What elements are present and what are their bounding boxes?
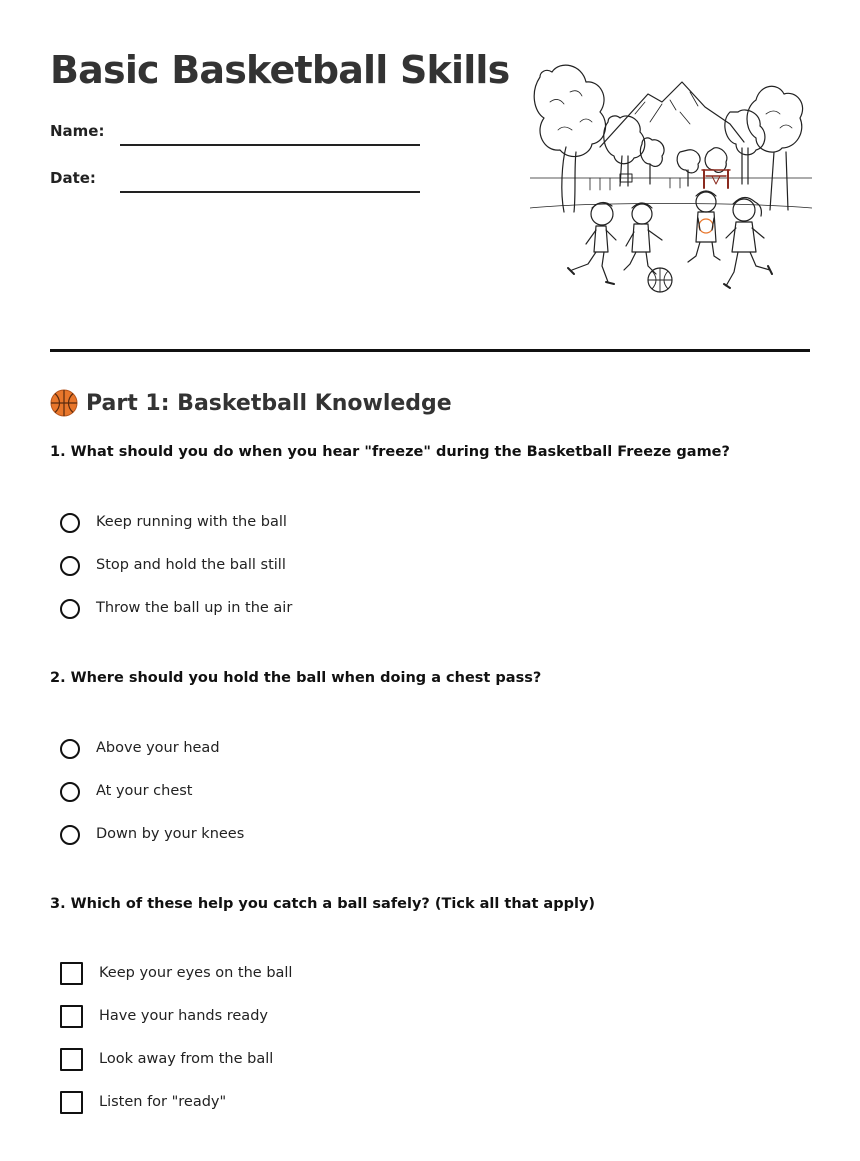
checkbox[interactable] bbox=[60, 1091, 83, 1114]
radio-button[interactable] bbox=[60, 825, 80, 845]
q2-option-3[interactable] bbox=[60, 821, 244, 847]
name-label: Name: bbox=[50, 122, 105, 140]
q2-option-2[interactable] bbox=[60, 778, 193, 804]
q3-option-3[interactable] bbox=[60, 1046, 273, 1072]
date-field[interactable] bbox=[50, 169, 422, 199]
name-field[interactable] bbox=[50, 122, 422, 152]
section-title-text: Part 1: Basketball Knowledge bbox=[86, 390, 452, 416]
option-label: Have your hands ready bbox=[99, 1008, 268, 1024]
q1-option-3[interactable] bbox=[60, 595, 292, 621]
q1-option-1[interactable] bbox=[60, 509, 287, 535]
option-label: Throw the ball up in the air bbox=[96, 600, 293, 616]
checkbox[interactable] bbox=[60, 1048, 83, 1071]
question-3: 3. Which of these help you catch a ball safely? (Tick all that apply) bbox=[50, 896, 596, 912]
checkbox[interactable] bbox=[60, 962, 83, 985]
q1-option-2[interactable] bbox=[60, 552, 286, 578]
radio-button[interactable] bbox=[60, 739, 80, 759]
option-label: At your chest bbox=[96, 783, 193, 799]
q2-option-1[interactable] bbox=[60, 735, 220, 761]
option-label: Above your head bbox=[96, 740, 220, 756]
question-2: 2. Where should you hold the ball when doing a chest pass? bbox=[50, 670, 542, 686]
radio-button[interactable] bbox=[60, 782, 80, 802]
q3-option-1[interactable] bbox=[60, 960, 292, 986]
basketball-icon bbox=[50, 389, 78, 417]
question-1: 1. What should you do when you hear "freeze" during the Basketball Freeze game? bbox=[50, 444, 730, 460]
q3-option-2[interactable] bbox=[60, 1003, 268, 1029]
radio-button[interactable] bbox=[60, 599, 80, 619]
option-label: Down by your knees bbox=[96, 826, 245, 842]
option-label: Listen for "ready" bbox=[99, 1094, 227, 1110]
worksheet-title: Basic Basketball Skills bbox=[50, 48, 510, 92]
children-playing-basketball-illustration bbox=[530, 52, 812, 298]
section-title bbox=[50, 386, 452, 420]
radio-button[interactable] bbox=[60, 513, 80, 533]
name-write-line[interactable] bbox=[120, 144, 420, 146]
section-divider bbox=[50, 349, 810, 352]
option-label: Keep your eyes on the ball bbox=[99, 965, 293, 981]
checkbox[interactable] bbox=[60, 1005, 83, 1028]
date-write-line[interactable] bbox=[120, 191, 420, 193]
option-label: Keep running with the ball bbox=[96, 514, 287, 530]
date-label: Date: bbox=[50, 169, 96, 187]
option-label: Stop and hold the ball still bbox=[96, 557, 286, 573]
radio-button[interactable] bbox=[60, 556, 80, 576]
option-label: Look away from the ball bbox=[99, 1051, 274, 1067]
q3-option-4[interactable] bbox=[60, 1089, 226, 1115]
